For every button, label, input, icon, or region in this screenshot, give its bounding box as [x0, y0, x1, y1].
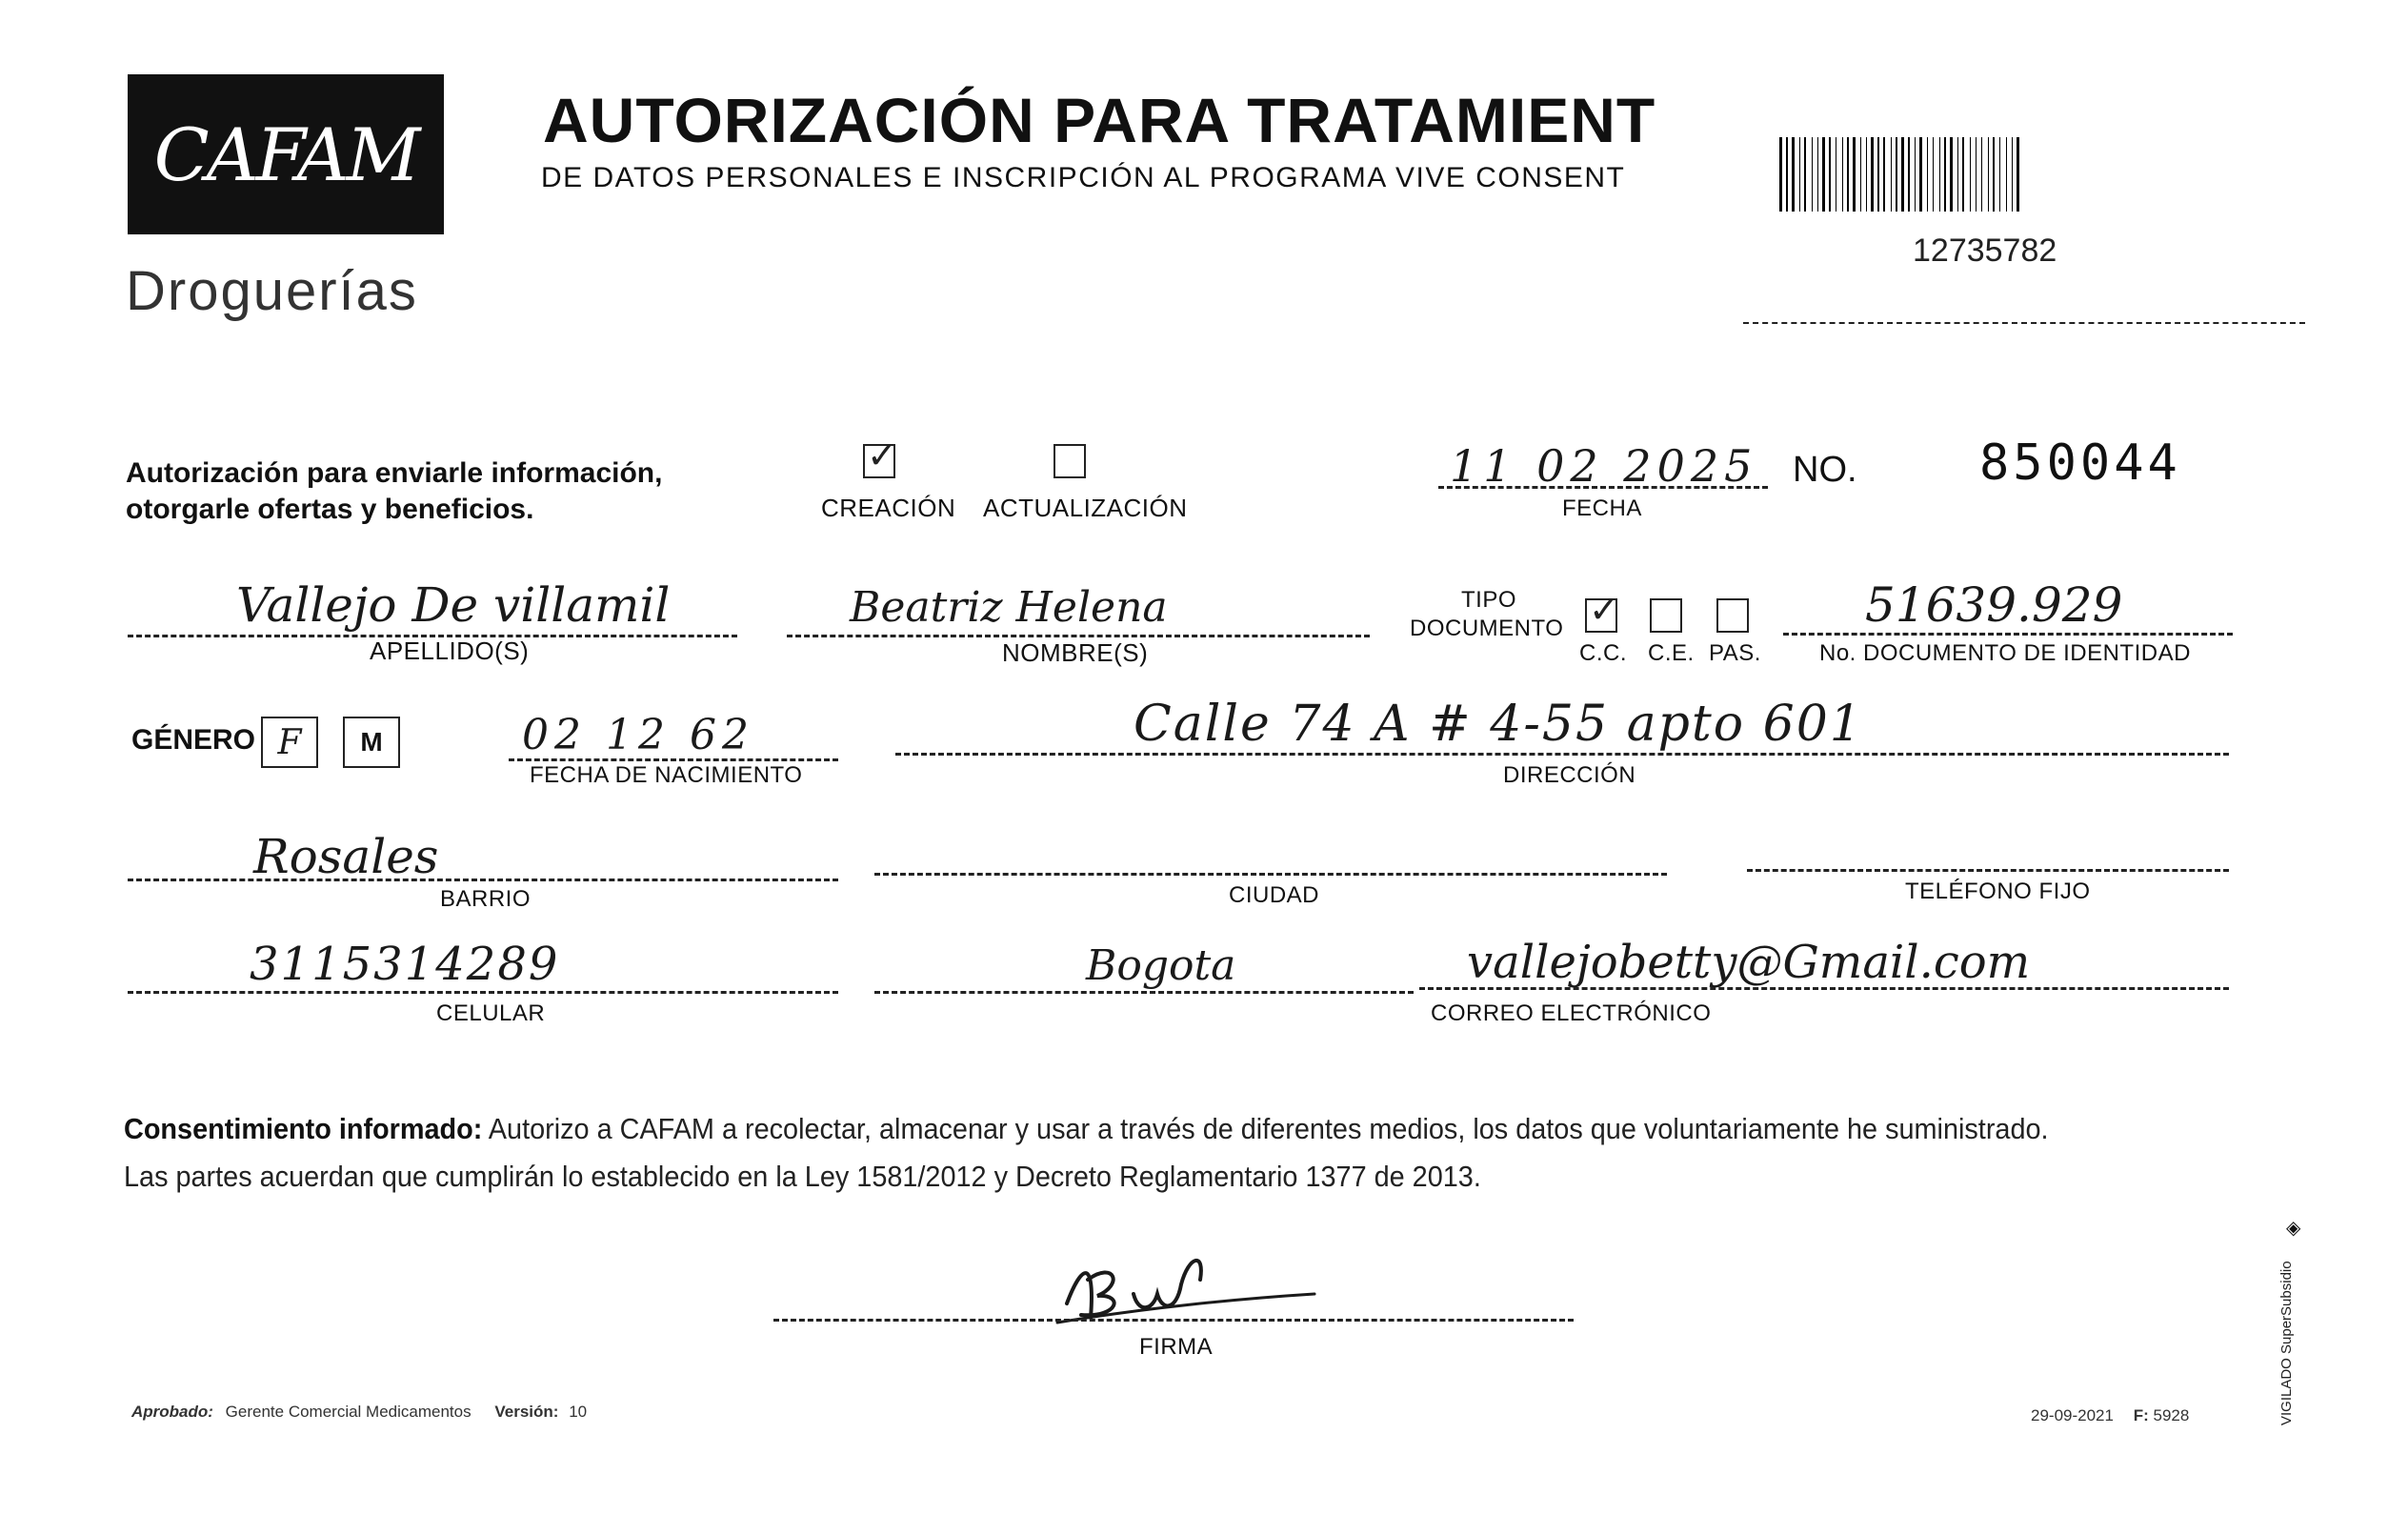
barcode-bar [1829, 137, 1831, 212]
direccion-value: Calle 74 A # 4-55 apto 601 [1134, 696, 1863, 753]
apellidos-value: Vallejo De villamil [236, 577, 671, 633]
creacion-checkbox[interactable] [863, 436, 897, 478]
no-label: NO. [1793, 450, 1857, 490]
version-value: 10 [569, 1403, 588, 1421]
barcode-bar [1919, 137, 1922, 212]
telefono-label: TELÉFONO FIJO [1905, 879, 2091, 904]
cc-checkbox[interactable] [1585, 591, 1619, 633]
nacimiento-value: 02 12 62 [522, 711, 754, 759]
celular-line [128, 991, 838, 994]
barcode-bar [2012, 137, 2013, 212]
barcode-bar [1866, 137, 1867, 212]
nombres-line [787, 635, 1370, 637]
barcode-bar [1804, 137, 1806, 212]
consent-bold: Consentimiento informado: [124, 1112, 483, 1145]
barcode-bar [1779, 137, 1782, 212]
ciudad-value: Bogota [1086, 941, 1236, 990]
celular-label: CELULAR [436, 1000, 546, 1026]
supersubsidio-icon: ◈ [2286, 1218, 2301, 1239]
barrio-line [128, 879, 838, 881]
barcode-bar [1988, 137, 1989, 212]
barcode-bar [2017, 137, 2019, 212]
cc-label: C.C. [1579, 640, 1627, 666]
check-mark-icon: ✓ [1589, 591, 1619, 631]
intro-text [126, 455, 662, 528]
barcode-bar [1970, 137, 1971, 212]
telefono-line [1747, 869, 2229, 872]
barcode-bar [2006, 137, 2007, 212]
correo-label: CORREO ELECTRÓNICO [1431, 1000, 1712, 1026]
nombres-value: Beatriz Helena [850, 583, 1168, 632]
consent-text [124, 1105, 2099, 1201]
version-label: Versión: [494, 1403, 559, 1421]
intro-line-1: Autorización para enviarle información, [126, 457, 663, 489]
barcode-bar [1993, 137, 1995, 212]
footer-code [2031, 1406, 2189, 1425]
vigilado-label: VIGILADO SuperSubsidio [2278, 1261, 2295, 1425]
ciudad-label: CIUDAD [1229, 882, 1320, 908]
barcode-bar [1877, 137, 1879, 212]
logo-text: CAFAM [153, 111, 418, 197]
fecha-label: FECHA [1562, 495, 1642, 521]
intro-line-2: otorgarle ofertas y beneficios. [126, 494, 534, 525]
genero-f-box[interactable] [261, 717, 318, 768]
genero-m-label: M [360, 727, 383, 757]
documento-value: 51639.929 [1865, 577, 2123, 633]
f-value: 5928 [2153, 1406, 2190, 1424]
barcode-bar [1981, 137, 1982, 212]
pas-checkbox[interactable] [1716, 598, 1749, 633]
barcode-bar [1871, 137, 1874, 212]
vigilado-text [2278, 1261, 2295, 1425]
barcode-bar [1891, 137, 1892, 212]
barcode-bar [1792, 137, 1795, 212]
genero-label: GÉNERO [131, 724, 256, 756]
genero-m-box[interactable] [343, 717, 400, 768]
barcode-bar [1860, 137, 1861, 212]
ce-checkbox[interactable] [1650, 598, 1682, 633]
actualizacion-label: ACTUALIZACIÓN [983, 494, 1188, 522]
genero-f-value: F [277, 722, 302, 762]
form-number: 850044 [1979, 434, 2181, 492]
celular-value: 3115314289 [250, 938, 560, 991]
barcode-bar [1853, 137, 1856, 212]
barcode [1779, 137, 2158, 212]
barcode-underline [1743, 322, 2305, 324]
barcode-bar [1842, 137, 1843, 212]
barcode-number: 12735782 [1913, 232, 2057, 269]
barcode-bar [1883, 137, 1885, 212]
ce-label: C.E. [1648, 640, 1695, 666]
barcode-bar [1822, 137, 1825, 212]
barcode-bar [1817, 137, 1818, 212]
documento-tipo-label: DOCUMENTO [1410, 616, 1564, 641]
barcode-bar [1799, 137, 1800, 212]
ciudad2-line [874, 991, 1414, 994]
barcode-bar [1901, 137, 1904, 212]
tipo-label: TIPO [1461, 587, 1517, 613]
barcode-bar [1915, 137, 1916, 212]
barcode-bar [1933, 137, 1934, 212]
barrio-value: Rosales [253, 829, 439, 884]
pas-label: PAS. [1709, 640, 1761, 666]
documento-label: No. DOCUMENTO DE IDENTIDAD [1819, 640, 2191, 666]
firma-line [773, 1319, 1574, 1322]
direccion-label: DIRECCIÓN [1503, 762, 1636, 788]
barcode-bar [1896, 137, 1897, 212]
actualizacion-checkbox[interactable] [1054, 444, 1086, 478]
brand-subtitle: Droguerías [126, 260, 418, 322]
fecha-value: 11 02 2025 [1450, 440, 1758, 492]
footer-approval [131, 1403, 587, 1422]
signature-image [1029, 1227, 1334, 1342]
footer-date: 29-09-2021 [2031, 1406, 2114, 1424]
barcode-bar [1908, 137, 1910, 212]
firma-label: FIRMA [1139, 1334, 1214, 1360]
barcode-bar [1927, 137, 1928, 212]
barcode-bar [1957, 137, 1958, 212]
cafam-logo [128, 74, 444, 234]
form-title: AUTORIZACIÓN PARA TRATAMIENT [543, 85, 1656, 155]
consent-line-2: Las partes acuerdan que cumplirán lo establecido en la Ley 1581/2012 y Decreto Reglamentario 1377 de 2013. [124, 1160, 1481, 1193]
correo-value: vallejobetty@Gmail.com [1467, 936, 2031, 989]
aprobado-value: Gerente Comercial Medicamentos [225, 1403, 472, 1421]
barcode-bar [1939, 137, 1940, 212]
nacimiento-label: FECHA DE NACIMIENTO [530, 762, 803, 788]
check-mark-icon: ✓ [867, 436, 897, 476]
aprobado-label: Aprobado: [131, 1403, 213, 1421]
direccion-line [895, 753, 2229, 756]
barrio-label: BARRIO [440, 886, 532, 912]
barcode-bar [1999, 137, 2000, 212]
consent-line-1: Autorizo a CAFAM a recolectar, almacenar y usar a través de diferentes medios, los datos que voluntariamente he suministrado. [482, 1112, 2049, 1145]
nombres-label: NOMBRE(S) [1002, 638, 1149, 667]
barcode-bar [1950, 137, 1953, 212]
f-label: F: [2133, 1406, 2149, 1424]
creacion-label: CREACIÓN [821, 494, 956, 522]
barcode-bar [1847, 137, 1849, 212]
barcode-bar [1786, 137, 1788, 212]
barcode-bar [1962, 137, 1964, 212]
correo-line [1419, 987, 2229, 990]
fecha-line [1438, 486, 1768, 489]
documento-line [1783, 633, 2233, 636]
nacimiento-line [509, 758, 838, 761]
barcode-bar [1944, 137, 1946, 212]
barcode-bar [1976, 137, 1977, 212]
apellidos-label: APELLIDO(S) [370, 636, 530, 665]
barcode-bar [1812, 137, 1813, 212]
ciudad-line [874, 873, 1667, 876]
form-subtitle: DE DATOS PERSONALES E INSCRIPCIÓN AL PROGRAMA VIVE CONSENT [541, 162, 1626, 193]
